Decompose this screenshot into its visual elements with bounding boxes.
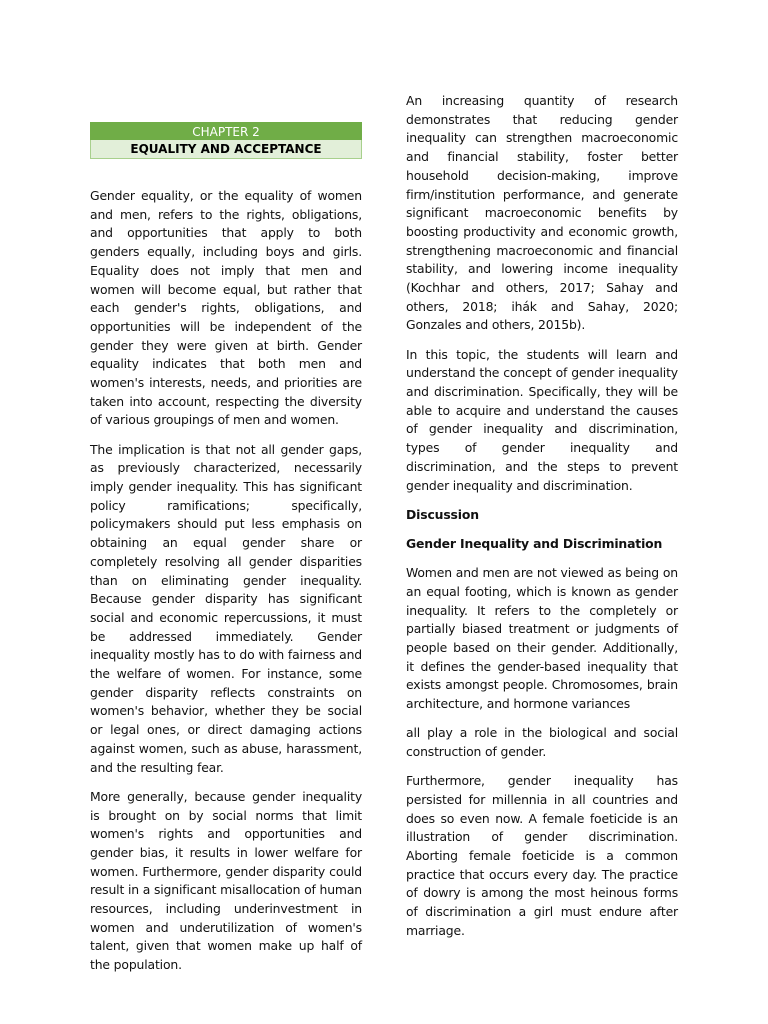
right-column bbox=[406, 92, 678, 951]
paragraph-topic: In this topic, the students will learn and understand the concept of gender inequality and discrimination. Specifically, they will be able to acquire and understand the causes of gender inequality and discrimination, types of gender inequality and discrimination, and the steps to prevent gender inequality and discrimination. bbox=[406, 346, 678, 493]
chapter-header bbox=[90, 122, 362, 159]
paragraph-implication: The implication is that not all gender gaps, as previously characterized, necessarily imply gender inequality. This has significant policy ramifications; specifically, policymakers should put less emphasis on obtaining an equal gender share or completely resolving all gender disparities than on eliminating gender inequality. Because gender disparity has significant social and economic repercussions, it must be addressed immediately. Gender inequality mostly has to do with fairness and the welfare of women. For instance, some gender disparity reflects constraints on women's behavior, whether they be social or legal ones, or direct damaging actions against women, such as abuse, harassment, and the resulting fear. bbox=[90, 441, 362, 775]
chapter-title: EQUALITY AND ACCEPTANCE bbox=[90, 140, 362, 159]
chapter-number: CHAPTER 2 bbox=[90, 122, 362, 140]
paragraph-more-generally: More generally, because gender inequality is brought on by social norms that limit women's rights and opportunities and gender bias, it results in lower welfare for women. Furthermore, gender disparity could result in a significant misallocation of human resources, including underinvestment in women and underutilization of women's talent, given that women make up half of the population. bbox=[90, 788, 362, 973]
heading-discussion: Discussion bbox=[406, 506, 479, 522]
paragraph-research: An increasing quantity of research demonstrates that reducing gender inequality can strengthen macroeconomic and financial stability, foster better household decision-making, improve firm/institution performance, and generate significant macroeconomic benefits by boosting productivity and economic growth, strengthening macroeconomic and financial stability, and lowering income inequality (Kochhar and others, 2017; Sahay and others, 2018; ihák and Sahay, 2020; Gonzales and others, 2015b). bbox=[406, 93, 678, 333]
paragraph-furthermore: Furthermore, gender inequality has persisted for millennia in all countries and does so even now. A female foeticide is an illustration of gender discrimination. Aborting female foeticide is a common practice that occurs every day. The practice of dowry is among the most heinous forms of discrimination a girl must endure after marriage. bbox=[406, 773, 678, 938]
left-column bbox=[90, 187, 362, 985]
paragraph-biological: all play a role in the biological and social construction of gender. bbox=[406, 725, 678, 759]
heading-gender-inequality: Gender Inequality and Discrimination bbox=[406, 535, 663, 551]
paragraph-women-men: Women and men are not viewed as being on an equal footing, which is known as gender inequality. It refers to the completely or partially biased treatment or judgments of people based on their gender. Additionally, it defines the gender-based inequality that exists amongst people. Chromosomes, brain architecture, and hormone variances bbox=[406, 565, 678, 712]
paragraph-gender-equality: Gender equality, or the equality of women and men, refers to the rights, obligations, and opportunities that apply to both genders equally, including boys and girls. Equality does not imply that men and women will become equal, but rather that each gender's rights, obligations, and opportunities will be independent of the gender they were given at birth. Gender equality indicates that both men and women's interests, needs, and priorities are taken into account, respecting the diversity of various groupings of men and women. bbox=[90, 188, 362, 428]
